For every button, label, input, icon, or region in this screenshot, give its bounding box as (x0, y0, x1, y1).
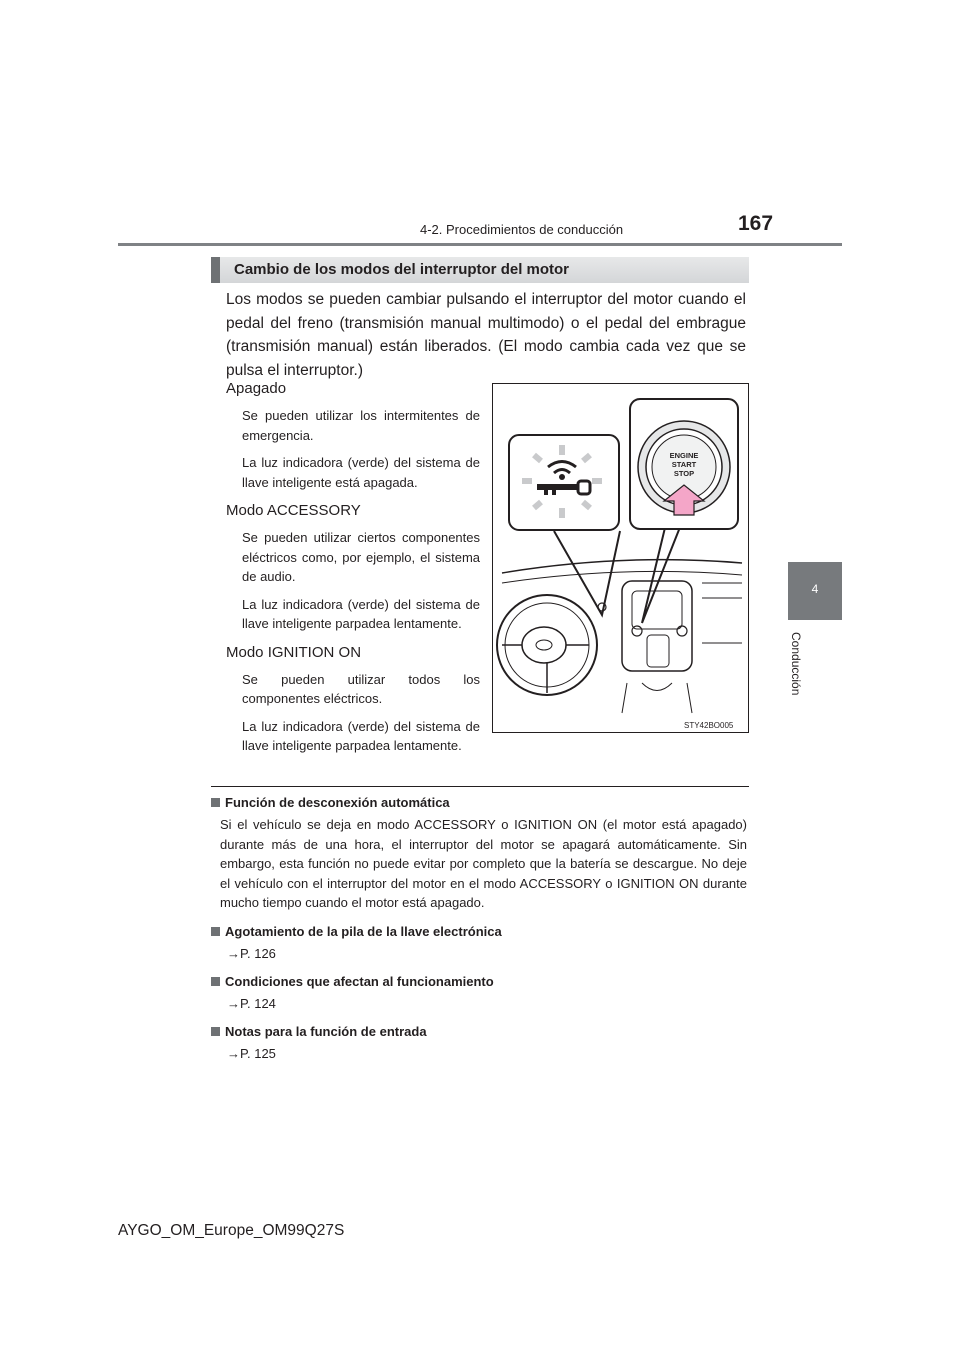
dashboard-figure (492, 383, 749, 733)
note-title: Función de desconexión automática (225, 795, 450, 810)
note-page-ref[interactable]: →P. 125 (227, 1045, 276, 1061)
section-title-bar (211, 257, 749, 283)
note-heading (211, 972, 747, 991)
note-body: Si el vehículo se deja en modo ACCESSORY o IGNITION ON (el motor está apagado) durante más de una hora, el interruptor del motor se apagará automáticamente. Sin embargo, esta función no puede evitar por completo que la batería se descargue. No deje el vehículo con el interruptor del motor en el modo ACCESSORY o IGNITION ON durante mucho tiempo cuando el motor está apagado. (220, 817, 747, 910)
engine-button-text: START (671, 460, 697, 469)
mode-desc: La luz indicadora (verde) del sistema de llave inteligente está apagada. (242, 455, 480, 490)
chapter-tab-label: Conducción (789, 632, 803, 696)
engine-button-text: ENGINE (669, 451, 699, 460)
bullet-square-icon (211, 927, 220, 936)
note-title: Agotamiento de la pila de la llave electrónica (225, 923, 502, 939)
figure-code: STY42BO005 (684, 721, 734, 730)
section-title: Cambio de los modos del interruptor del motor (234, 261, 570, 278)
note-title: Notas para la función de entrada (225, 1023, 427, 1039)
dashboard-illustration (492, 383, 749, 733)
mode-desc: Se pueden utilizar los intermitentes de emergencia. (242, 408, 480, 443)
mode-name: Modo ACCESSORY (226, 502, 361, 519)
modes-list (226, 378, 480, 764)
chapter-tab[interactable] (788, 562, 842, 620)
intro-paragraph: Los modos se pueden cambiar pulsando el interruptor del motor cuando el pedal del freno (transmisión manual multimodo) o el pedal del embrague (transmisión manual) están liberados. (El modo cambia cada vez que se pulsa el interruptor.) (226, 291, 746, 379)
header-section: 4-2. Procedimientos de conducción (420, 222, 624, 237)
bullet-square-icon (211, 798, 220, 807)
note-page-ref[interactable]: →P. 124 (227, 995, 276, 1011)
mode-desc: La luz indicadora (verde) del sistema de llave inteligente parpadea lentamente. (242, 718, 480, 753)
note-heading (211, 1022, 747, 1041)
bullet-square-icon (211, 977, 220, 986)
page-number: 167 (738, 212, 774, 235)
note-page-ref[interactable]: →P. 126 (227, 945, 276, 961)
footer-code: AYGO_OM_Europe_OM99Q27S (118, 1222, 345, 1239)
bullet-square-icon (211, 1027, 220, 1036)
mode-desc: La luz indicadora (verde) del sistema de llave inteligente parpadea lentamente. (242, 596, 480, 631)
note-title: Condiciones que afectan al funcionamiento (225, 973, 494, 989)
mode-name: Modo IGNITION ON (226, 643, 362, 661)
header-rule (118, 243, 842, 246)
chapter-tab-number: 4 (811, 582, 819, 596)
mode-desc: Se pueden utilizar ciertos componentes eléctricos como, por ejemplo, el sistema de audio. (242, 530, 480, 584)
engine-button-label (662, 451, 706, 478)
mode-desc: Se pueden utilizar todos los componentes eléctricos. (242, 671, 480, 706)
notes (211, 793, 747, 1072)
notes-divider (211, 786, 749, 787)
mode-name: Apagado (226, 380, 287, 397)
note-heading (211, 922, 747, 941)
engine-button-text: STOP (673, 469, 695, 478)
note-heading (211, 793, 747, 812)
